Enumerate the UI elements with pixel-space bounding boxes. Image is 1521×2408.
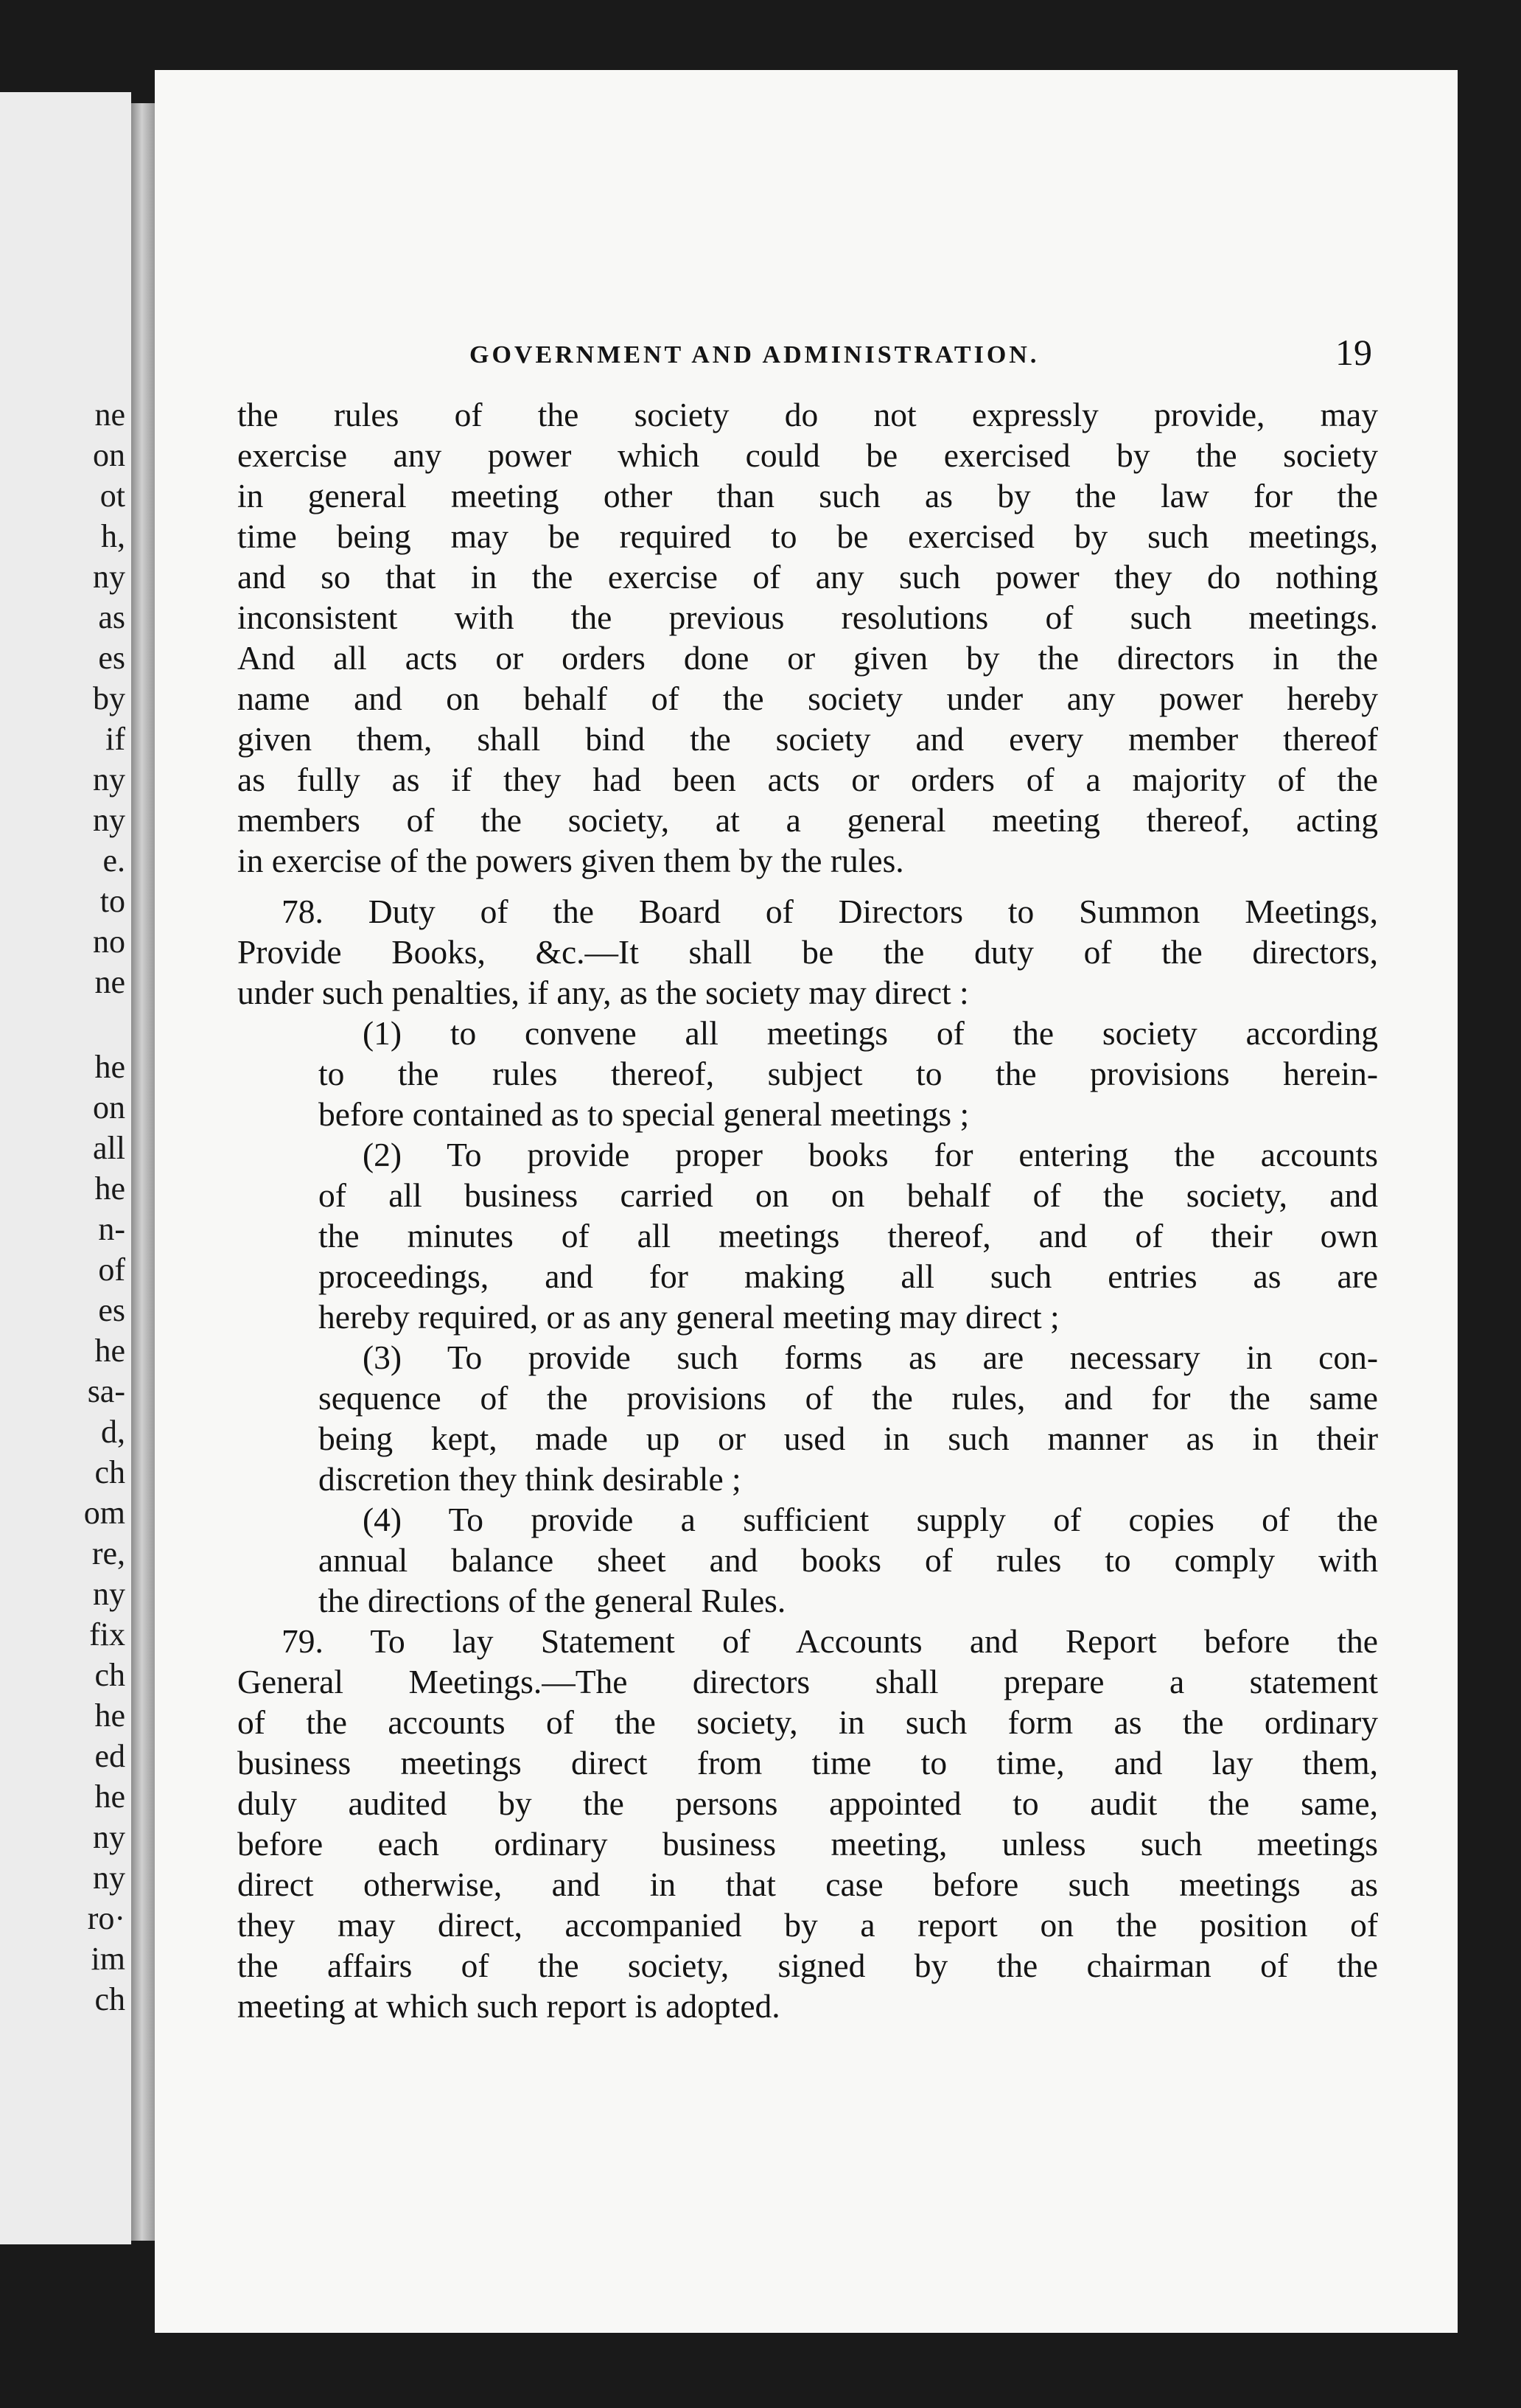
left-page-fragment: im <box>91 1941 125 1977</box>
left-page-fragment: ny <box>93 802 125 838</box>
left-page-fragment: if <box>105 721 125 757</box>
section-79-line: 79. To lay Statement of Accounts and Report before the <box>282 1622 1378 1660</box>
left-page-fragment: as <box>98 599 125 635</box>
left-page-fragment: ny <box>93 559 125 595</box>
list-item-line: the directions of the general Rules. <box>318 1582 786 1619</box>
body-line: given them, shall bind the society and every member thereof <box>237 720 1378 758</box>
left-page-fragment: ro· <box>87 1900 125 1936</box>
left-page-fragment: fix <box>89 1616 125 1653</box>
left-page-text-fragments <box>15 394 125 2020</box>
list-item-line: (1) to convene all meetings of the society according <box>363 1014 1378 1052</box>
body-line: exercise any power which could be exercised by the society <box>237 436 1378 474</box>
section-79 <box>237 1621 1378 2026</box>
left-page-fragment: sa- <box>87 1373 125 1409</box>
body-line: time being may be required to be exercised by such meetings, <box>237 517 1378 555</box>
section-79-line: General Meetings.—The directors shall prepare a statement <box>237 1663 1378 1700</box>
body-line: in exercise of the powers given them by the rules. <box>237 842 904 879</box>
left-page-fragment: he <box>94 1779 125 1815</box>
section-79-line: meeting at which such report is adopted. <box>237 1987 780 2025</box>
continued-paragraph <box>237 394 1378 881</box>
left-page-fragment: om <box>83 1495 125 1531</box>
list-item-line: (4) To provide a sufficient supply of copies of the <box>363 1501 1378 1538</box>
section-79-line: of the accounts of the society, in such form as the ordinary <box>237 1703 1378 1741</box>
section-78-line: Provide Books, &c.—It shall be the duty of the directors, <box>237 933 1378 971</box>
list-item-line: being kept, made up or used in such manner as in their <box>318 1420 1378 1457</box>
left-page-fragment: he <box>94 1170 125 1207</box>
left-page-fragment: ot <box>99 478 125 514</box>
section-78-items <box>237 1013 1378 1621</box>
left-page-fragment: no <box>93 924 125 960</box>
list-item <box>237 1134 1378 1337</box>
list-item-line: hereby required, or as any general meeting may direct ; <box>318 1298 1060 1336</box>
section-79-line: they may direct, accompanied by a report on the position of <box>237 1906 1378 1944</box>
page-content <box>237 328 1378 2026</box>
list-item-line: to the rules thereof, subject to the provisions herein- <box>318 1055 1378 1092</box>
left-page-fragment: all <box>93 1130 125 1166</box>
section-78-line: under such penalties, if any, as the society may direct : <box>237 974 969 1011</box>
left-page-fragment: n- <box>98 1211 125 1247</box>
list-item <box>237 1337 1378 1499</box>
body-line: as fully as if they had been acts or orders of a majority of the <box>237 761 1378 798</box>
left-page-fragment: he <box>94 1049 125 1085</box>
section-78-line: 78. Duty of the Board of Directors to Summon Meetings, <box>282 893 1378 930</box>
page-number: 19 <box>1335 332 1372 373</box>
left-page-fragment: on <box>93 1089 125 1126</box>
left-page-fragment: es <box>98 1292 125 1328</box>
running-head <box>237 328 1378 394</box>
section-79-line: the affairs of the society, signed by the chairman of the <box>237 1947 1378 1984</box>
left-page-fragment: ch <box>94 1981 125 2017</box>
left-page-fragment: e. <box>102 842 125 879</box>
left-page-fragment: ny <box>93 1819 125 1855</box>
left-page-fragment: d, <box>101 1414 125 1450</box>
list-item-line: before contained as to special general meetings ; <box>318 1095 970 1133</box>
section-79-line: direct otherwise, and in that case before such meetings as <box>237 1866 1378 1903</box>
left-page-fragment: to <box>99 883 125 919</box>
list-item-line: proceedings, and for making all such entries as are <box>318 1257 1378 1295</box>
body-line: and so that in the exercise of any such power they do nothing <box>237 558 1378 596</box>
left-page-fragment: ed <box>94 1738 125 1774</box>
left-page-fragment: ny <box>93 761 125 798</box>
left-page-fragment: by <box>93 680 125 716</box>
facing-page-left <box>0 92 131 2244</box>
list-item-line: the minutes of all meetings thereof, and of their own <box>318 1217 1378 1254</box>
left-page-fragment: es <box>98 640 125 676</box>
body-line: And all acts or orders done or given by the directors in the <box>237 639 1378 677</box>
left-page-fragment: ny <box>93 1576 125 1612</box>
list-item-line: (2) To provide proper books for entering the accounts <box>363 1136 1378 1173</box>
list-item <box>237 1499 1378 1621</box>
left-page-fragment: ch <box>94 1657 125 1693</box>
book-page-right <box>155 70 1458 2333</box>
left-page-fragment: h, <box>101 518 125 554</box>
section-79-line: business meetings direct from time to time, and lay them, <box>237 1744 1378 1781</box>
left-page-fragment: of <box>98 1252 125 1288</box>
list-item-line: annual balance sheet and books of rules to comply with <box>318 1541 1378 1579</box>
body-line: the rules of the society do not expressly provide, may <box>237 396 1378 433</box>
book-gutter <box>131 103 155 2241</box>
list-item-line: of all business carried on on behalf of the society, and <box>318 1176 1378 1214</box>
section-79-line: before each ordinary business meeting, unless such meetings <box>237 1825 1378 1863</box>
left-page-fragment: ch <box>94 1454 125 1490</box>
list-item <box>237 1013 1378 1134</box>
running-title: GOVERNMENT AND ADMINISTRATION. <box>469 341 1040 369</box>
left-page-fragment: on <box>93 437 125 473</box>
list-item-line: discretion they think desirable ; <box>318 1460 741 1498</box>
left-page-fragment: ny <box>93 1860 125 1896</box>
left-page-fragment: ne <box>94 964 125 1000</box>
left-page-fragment: he <box>94 1333 125 1369</box>
body-line: name and on behalf of the society under any power hereby <box>237 680 1378 717</box>
body-line: members of the society, at a general meeting thereof, acting <box>237 801 1378 839</box>
section-79-line: duly audited by the persons appointed to audit the same, <box>237 1784 1378 1822</box>
body-line: inconsistent with the previous resolutions of such meetings. <box>237 598 1378 636</box>
left-page-fragment: he <box>94 1697 125 1734</box>
left-page-fragment: re, <box>91 1535 125 1571</box>
left-page-fragment: ne <box>94 397 125 433</box>
body-line: in general meeting other than such as by the law for the <box>237 477 1378 514</box>
list-item-line: (3) To provide such forms as are necessary in con- <box>363 1339 1378 1376</box>
section-78 <box>237 891 1378 1013</box>
list-item-line: sequence of the provisions of the rules, and for the same <box>318 1379 1378 1417</box>
